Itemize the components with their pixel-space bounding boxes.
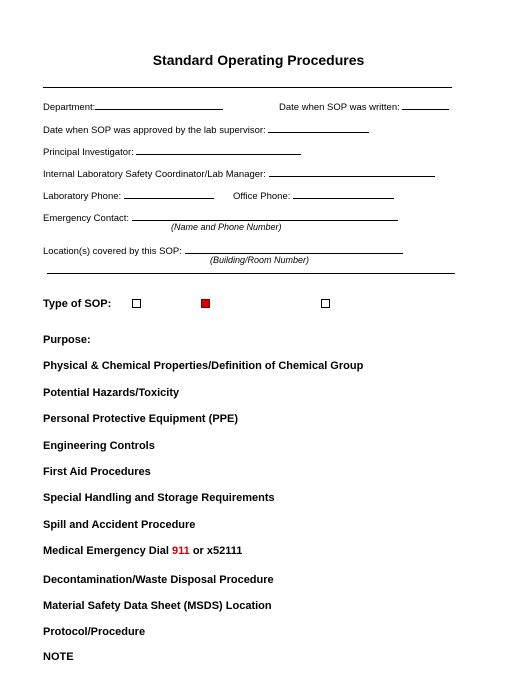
sop-type-checkbox-2[interactable]	[201, 299, 210, 308]
office-phone-label: Office Phone:	[233, 191, 291, 202]
section-note: NOTE	[43, 651, 74, 663]
date-written-input[interactable]	[402, 100, 449, 110]
coordinator-field	[43, 167, 435, 180]
lab-phone-input[interactable]	[124, 189, 214, 199]
pi-field	[43, 145, 301, 158]
locations-input[interactable]	[185, 244, 403, 254]
sop-type-checkbox-3[interactable]	[321, 299, 330, 308]
section-ppe: Personal Protective Equipment (PPE)	[43, 413, 238, 425]
office-phone-field	[233, 189, 394, 202]
form-divider	[47, 273, 455, 274]
emergency-contact-input[interactable]	[132, 211, 398, 221]
emergency-contact-hint: (Name and Phone Number)	[171, 222, 282, 232]
office-phone-input[interactable]	[293, 189, 394, 199]
coordinator-input[interactable]	[269, 167, 435, 177]
section-engineering-controls: Engineering Controls	[43, 440, 155, 452]
section-purpose: Purpose:	[43, 334, 91, 346]
department-field	[43, 100, 223, 113]
date-written-label: Date when SOP was written:	[279, 102, 400, 113]
section-hazards: Potential Hazards/Toxicity	[43, 387, 180, 399]
emergency-contact-label: Emergency Contact:	[43, 213, 130, 224]
locations-hint: (Building/Room Number)	[210, 255, 310, 265]
date-approved-input[interactable]	[268, 123, 369, 133]
department-label: Department:	[43, 102, 96, 113]
date-written-field	[279, 100, 449, 113]
department-input[interactable]	[95, 100, 223, 110]
sop-type-checkbox-1[interactable]	[132, 299, 141, 308]
section-spill: Spill and Accident Procedure	[43, 519, 196, 531]
medical-emergency-suffix: or x52111	[192, 545, 243, 557]
section-msds-location: Material Safety Data Sheet (MSDS) Location	[43, 600, 272, 612]
section-first-aid: First Aid Procedures	[43, 466, 151, 478]
page-title: Standard Operating Procedures	[152, 52, 365, 68]
section-medical-emergency	[43, 545, 242, 557]
date-approved-label: Date when SOP was approved by the lab supervisor:	[43, 125, 266, 136]
sop-type-label: Type of SOP:	[43, 298, 112, 310]
coordinator-label: Internal Laboratory Safety Coordinator/Lab Manager:	[43, 169, 266, 180]
medical-emergency-prefix: Medical Emergency Dial	[43, 545, 169, 557]
date-approved-field	[43, 123, 369, 136]
lab-phone-label: Laboratory Phone:	[43, 191, 122, 202]
section-protocol: Protocol/Procedure	[43, 626, 146, 638]
lab-phone-field	[43, 189, 214, 202]
section-handling-storage: Special Handling and Storage Requirements	[43, 492, 275, 504]
header-divider	[43, 87, 452, 88]
medical-emergency-number: 911	[172, 545, 190, 557]
locations-label: Location(s) covered by this SOP:	[43, 246, 182, 257]
pi-label: Principal Investigator:	[43, 147, 134, 158]
section-properties: Physical & Chemical Properties/Definition of Chemical Group	[43, 360, 364, 372]
pi-input[interactable]	[136, 145, 301, 155]
section-decontamination: Decontamination/Waste Disposal Procedure	[43, 574, 274, 586]
